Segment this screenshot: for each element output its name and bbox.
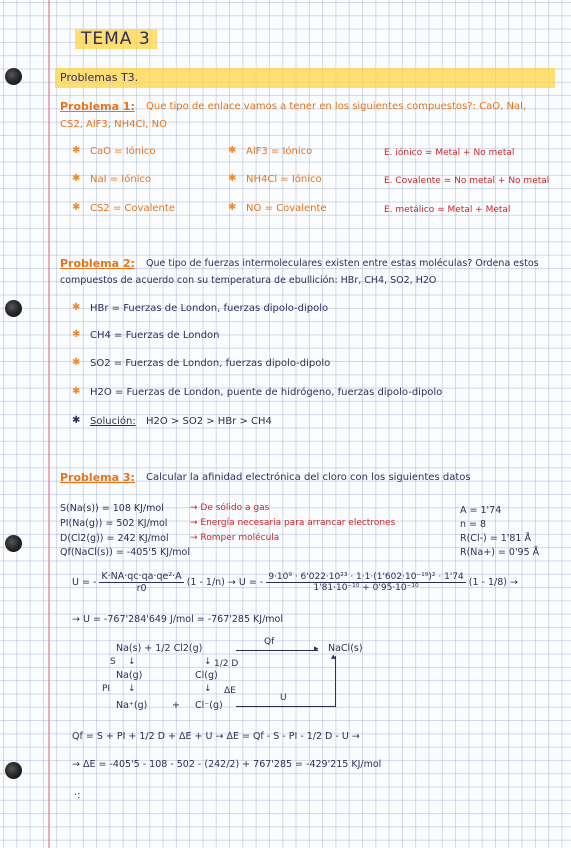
lattice-energy-equation: U = - $\frac{\text{K·NA·qc·qa·qe²·A}}{r0}$ (1 - 1/n) → U = - $\frac{\text{9·10⁹ · 6'022·10²³ · 1·1·(1'602·10⁻¹⁹)² · 1'74}}{\text{1'81·10⁻¹⁰ + 0'95·10⁻¹⁰}}$ (1 - 1/8) → [72,571,518,594]
solution-label: Solución: [90,416,136,427]
star-bullet-icon: ✱ [72,173,81,184]
cycle-na-ion: Na⁺(g) [116,700,148,711]
page-dots: ·: [74,790,81,801]
cycle-qf-label: Qf [264,637,275,647]
margin-line [48,0,50,848]
arrow-down-icon: ↓ [204,684,212,694]
fraction: $\frac{\text{K·NA·qc·qa·qe²·A}}{r0}$ [101,571,182,594]
section-heading: Problemas T3. [60,71,139,84]
arrow-down-icon: ↓ [204,657,212,667]
problem-2-question: Que tipo de fuerzas intermoleculares existen entre estas moléculas? Ordena estos [146,258,539,269]
qf-arrow-line [236,650,318,651]
p1-answer: NO = Covalente [246,203,327,214]
cycle-u-label: U [280,693,287,703]
p2-answer: SO2 = Fuerzas de London, fuerzas dipolo-dipolo [90,358,331,369]
p2-answer: CH4 = Fuerzas de London [90,330,220,341]
problem-3-label: Problema 3: [60,471,135,484]
star-bullet-icon: ✱ [72,386,81,397]
bond-rule: E. iónico = Metal + No metal [384,148,515,158]
constant: n = 8 [460,519,487,530]
problem-1-question-cont: CS2, AlF3, NH4Cl, NO [60,119,167,130]
arrow-down-icon: ↓ [128,657,136,667]
constant: R(Cl-) = 1'81 Å [460,533,531,544]
bond-rule: E. Covalente = No metal + No metal [384,176,550,186]
lattice-energy-result: → U = -767'284'649 J/mol = -767'285 KJ/mol [72,614,283,625]
u-arrow-line [236,706,336,707]
problem-2-question-cont: compuestos de acuerdo con su temperatura de ebullición: HBr, CH4, SO2, H2O [60,275,437,286]
arrow-down-icon: ↓ [128,684,136,694]
star-bullet-icon: ✱ [72,357,81,368]
star-bullet-icon: ✱ [72,202,81,213]
given-data: D(Cl2(g)) = 242 KJ/mol [60,533,169,544]
given-data: S(Na(s)) = 108 KJ/mol [60,503,164,514]
page-title: TEMA 3 [75,29,157,49]
cycle-na-g: Na(g) [116,670,143,681]
cycle-pi-label: PI [102,684,111,694]
final-result: → ΔE = -405'5 - 108 - 502 - (242/2) + 767'285 = -429'215 KJ/mol [72,759,382,770]
solution-text: H2O > SO2 > HBr > CH4 [146,416,272,427]
binder-hole [5,300,22,317]
cycle-de-label: ΔE [224,686,236,696]
u-arrow-line [335,656,336,707]
p1-answer: NH4Cl = Iónico [246,174,322,185]
binder-hole [5,762,22,779]
fraction: $\frac{\text{9·10⁹ · 6'022·10²³ · 1·1·(1'602·10⁻¹⁹)² · 1'74}}{\text{1'81·10⁻¹⁰ + 0'95·10⁻¹⁰}}$ [268,572,464,593]
given-data: PI(Na(g)) = 502 KJ/mol [60,518,168,529]
arrow-right-icon: ▸ [314,644,319,654]
bond-rule: E. metálico = Metal + Metal [384,205,511,215]
cycle-s-label: S [110,657,116,667]
p2-answer: H2O = Fuerzas de London, puente de hidrógeno, fuerzas dipolo-dipolo [90,387,443,398]
hess-equation: Qf = S + PI + 1/2 D + ΔE + U → ΔE = Qf - S - PI - 1/2 D - U → [72,731,360,742]
star-bullet-icon: ✱ [228,173,237,184]
p1-answer: NaI = Iónico [90,174,152,185]
p2-answer: HBr = Fuerzas de London, fuerzas dipolo-dipolo [90,303,329,314]
arrow-up-icon: ▴ [331,652,336,662]
given-data-note: → Romper molécula [190,533,280,543]
star-bullet-icon: ✱ [72,302,81,313]
p1-answer: CaO = Iónico [90,146,156,157]
p1-answer: CS2 = Covalente [90,203,175,214]
cycle-cl-ion: Cl⁻(g) [195,700,223,711]
asterisk-icon: ✱ [72,415,81,426]
problem-2-label: Problema 2: [60,257,135,270]
binder-hole [5,68,22,85]
given-data: Qf(NaCl(s)) = -405'5 KJ/mol [60,547,190,558]
star-bullet-icon: ✱ [72,329,81,340]
p1-answer: AlF3 = Iónico [246,146,313,157]
cycle-product: NaCl(s) [328,643,363,654]
problem-1-label: Problema 1: [60,100,135,113]
binder-hole [5,535,22,552]
constant: A = 1'74 [460,505,502,516]
constant: R(Na+) = 0'95 Å [460,547,540,558]
problem-1-question: Que tipo de enlace vamos a tener en los siguientes compuestos?: CaO, NaI, [146,101,527,112]
problem-3-question: Calcular la afinidad electrónica del cloro con los siguientes datos [146,472,471,483]
cycle-plus: + [172,700,180,711]
cycle-reactants: Na(s) + 1/2 Cl2(g) [116,643,203,654]
given-data-note: → Energía necesaria para arrancar electrones [190,518,396,528]
star-bullet-icon: ✱ [72,145,81,156]
star-bullet-icon: ✱ [228,202,237,213]
cycle-half-d-label: 1/2 D [214,659,239,669]
cycle-cl-g: Cl(g) [195,670,218,681]
star-bullet-icon: ✱ [228,145,237,156]
given-data-note: → De sólido a gas [190,503,270,513]
